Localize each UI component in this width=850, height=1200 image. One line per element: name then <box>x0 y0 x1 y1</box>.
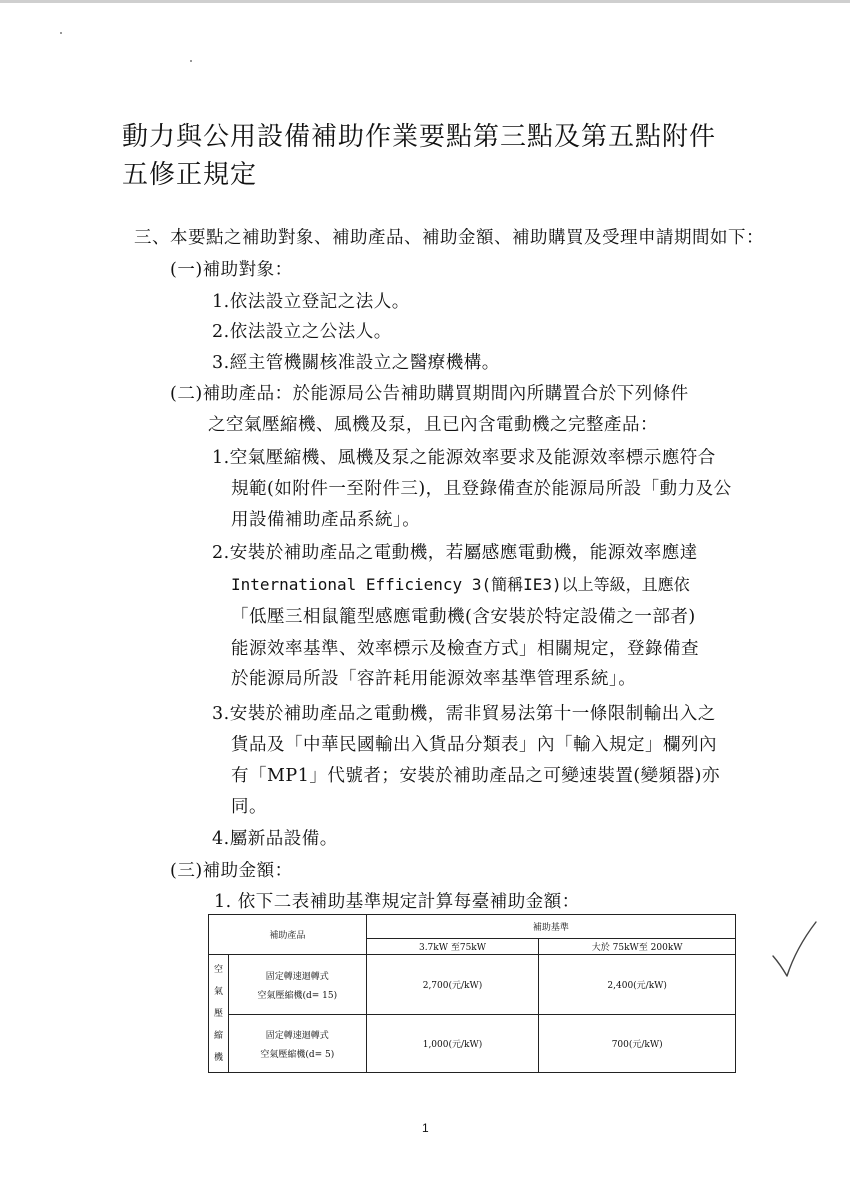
section-3-heading: 三、本要點之補助對象、補助產品、補助金額、補助購買及受理申請期間如下： <box>134 228 764 248</box>
product-item-2-cont: 能源效率基準、效率標示及檢查方式」相關規定，登錄備查 <box>231 639 699 659</box>
product-item-1: 1.空氣壓縮機、風機及泵之能源效率要求及能源效率標示應符合 <box>212 448 716 468</box>
product-name-line: 固定轉速迴轉式 <box>265 971 329 982</box>
eligible-item-3: 3.經主管機關核准設立之醫療機構。 <box>212 353 500 373</box>
product-item-3: 3.安裝於補助產品之電動機，需非貿易法第十一條限制輸出入之 <box>212 704 716 724</box>
scan-edge <box>0 0 850 3</box>
rate-cell: 1,000(元/kW) <box>366 1015 539 1073</box>
product-item-2-cont: International Efficiency 3(簡稱IE3)以上等級，且應依 <box>231 575 690 594</box>
category-char: 縮 <box>213 1030 223 1041</box>
eligible-item-2: 2.依法設立之公法人。 <box>212 322 392 342</box>
header-range-2: 大於 75kW至 200kW <box>539 939 736 955</box>
product-item-2-cont: 「低壓三相鼠籠型感應電動機(含安裝於特定設備之一部者) <box>231 607 696 627</box>
document-title <box>122 118 762 194</box>
category-cell <box>209 955 229 1073</box>
header-range-1: 3.7kW 至75kW <box>366 939 539 955</box>
title-line-1: 動力與公用設備補助作業要點第三點及第五點附件 <box>122 122 717 152</box>
scan-speck <box>190 60 192 62</box>
title-line-2: 五修正規定 <box>122 160 258 190</box>
rate-cell: 2,700(元/kW) <box>366 955 539 1015</box>
scan-speck <box>60 32 62 34</box>
rate-cell: 700(元/kW) <box>539 1015 736 1073</box>
eligible-item-1: 1.依法設立登記之法人。 <box>212 292 410 312</box>
product-item-4: 4.屬新品設備。 <box>212 829 338 849</box>
subsection-1-heading: (一)補助對象： <box>170 260 293 280</box>
category-char: 機 <box>213 1052 223 1063</box>
category-char: 空 <box>213 964 223 975</box>
category-char: 氣 <box>213 986 223 997</box>
checkmark-icon <box>770 918 820 988</box>
product-name-cell <box>228 955 366 1015</box>
amount-item-1: 1. 依下二表補助基準規定計算每臺補助金額： <box>214 892 580 912</box>
product-item-3-cont: 同。 <box>231 797 267 817</box>
product-item-3-cont: 貨品及「中華民國輸出入貨品分類表」內「輸入規定」欄列內 <box>231 735 717 755</box>
subsection-2-cont: 之空氣壓縮機、風機及泵，且已內含電動機之完整產品： <box>208 415 658 435</box>
header-standard: 補助基準 <box>366 915 735 939</box>
rate-cell: 2,400(元/kW) <box>539 955 736 1015</box>
product-item-3-cont: 有「MP1」代號者；安裝於補助產品之可變速裝置(變頻器)亦 <box>231 766 720 786</box>
subsidy-table <box>208 914 736 1073</box>
page-number: 1 <box>422 1121 429 1135</box>
product-name-line: 固定轉速迴轉式 <box>265 1030 329 1041</box>
header-product: 補助產品 <box>209 915 367 955</box>
product-name-cell <box>228 1015 366 1073</box>
product-item-2: 2.安裝於補助產品之電動機，若屬感應電動機，能源效率應達 <box>212 543 698 563</box>
subsection-2-heading: (二)補助產品：於能源局公告補助購買期間內所購置合於下列條件 <box>170 384 689 404</box>
product-name-line: 空氣壓縮機(d= 15) <box>257 990 338 1001</box>
category-char: 壓 <box>213 1008 223 1019</box>
product-item-2-cont: 於能源局所設「容許耗用能源效率基準管理系統」。 <box>231 669 637 689</box>
product-name-line: 空氣壓縮機(d= 5) <box>260 1049 335 1060</box>
product-item-1-cont: 規範(如附件一至附件三)，且登錄備查於能源局所設「動力及公 <box>231 479 732 499</box>
subsection-3-heading: (三)補助金額： <box>170 861 293 881</box>
product-item-1-cont: 用設備補助產品系統」。 <box>231 510 421 530</box>
